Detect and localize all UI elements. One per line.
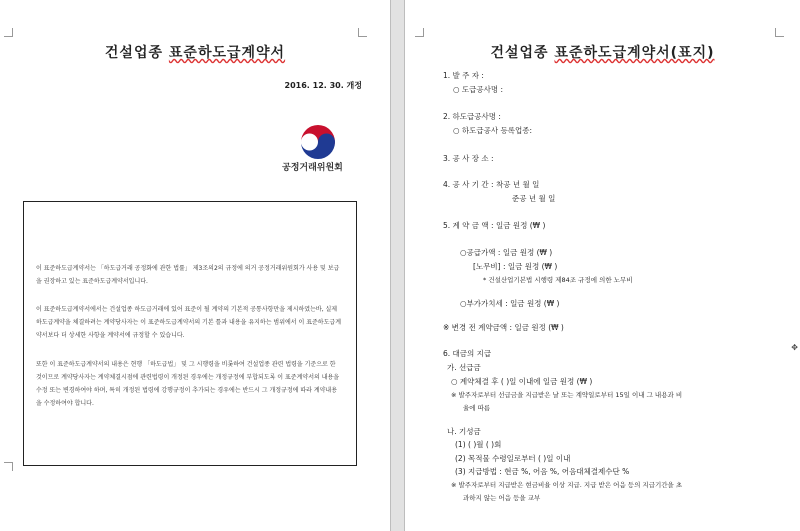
margin-corner-mark: [775, 28, 784, 37]
subsection-advance: 가. 선급금: [447, 363, 481, 372]
advance-note-cont: 율에 따름: [463, 404, 491, 412]
field-progress-deadline: (2) 목적물 수령일로부터 ( )일 이내: [455, 454, 571, 463]
field-previous-amount: ※ 변경 전 계약금액 : 일금 원정 (₩ ): [443, 323, 564, 332]
field-period-end: 준공 년 월 일: [512, 194, 556, 203]
margin-corner-mark: [415, 28, 424, 37]
margin-corner-mark: [358, 28, 367, 37]
ftc-logo-icon: [300, 124, 336, 160]
field-site: 3. 공 사 장 소 :: [443, 154, 494, 163]
field-labor-cost: [노무비] : 일금 원정 (₩ ): [473, 262, 558, 271]
field-contract-amount: 5. 계 약 금 액 : 일금 원정 (₩ ): [443, 221, 546, 230]
field-vat: ○부가가치세 : 일금 원정 (₩ ): [460, 299, 560, 308]
field-period-start: 4. 공 사 기 간 : 착공 년 월 일: [443, 180, 540, 189]
field-payment-method: (3) 지급방법 : 현금 %, 어음 %, 어음대체결제수단 %: [455, 467, 630, 476]
notice-paragraph: 이 표준하도급계약서는 「하도급거래 공정화에 관한 법률」 제3조의2의 규정에 의거 공정거래위원회가 사용 및 보급을 권장하고 있는 표준하도급계약서입니다.: [36, 265, 340, 285]
title-prefix: 건설업종: [490, 45, 555, 61]
cover-title: [405, 42, 800, 62]
field-supply-value: ○공급가액 : 일금 원정 (₩ ): [460, 248, 553, 257]
notice-paragraph: 또한 이 표준하도급계약서의 내용은 현행 「하도급법」 및 그 시행령을 비롯하여 건설업종 관련 법령을 기준으로 한 것이므로 계약당사자는 계약체결시점에 관련법령이 개정된 경우에는 개정규정에 부합되도록 이 표준계약서의 내용을 수정 또는 변경하여야 하며, 특히 개정된 법령에 강행규정이 추가되는 경우에는 반드시 그 개정규정에 따라 계약내용을 수정하여야 합니다.: [36, 361, 340, 407]
subsection-progress: 나. 기성금: [447, 427, 481, 436]
field-subcontract-name: 2. 하도급공사명 :: [443, 112, 501, 121]
title-main: 표준하도급계약서(표지): [554, 45, 715, 61]
margin-corner-mark: [4, 28, 13, 37]
field-progress-schedule: (1) ( )월 ( )회: [455, 440, 502, 449]
field-client: 1. 발 주 자 :: [443, 71, 484, 80]
right-page: [405, 0, 800, 531]
labor-cost-note: * 건설산업기본법 시행령 제84조 규정에 의한 노무비: [483, 276, 633, 284]
page-gutter: [390, 0, 405, 531]
field-prime-project: ○ 도급공사명 :: [453, 85, 504, 94]
document-title: [0, 42, 390, 62]
section-payment: 6. 대금의 지급: [443, 349, 492, 358]
field-advance-amount: ○ 계약체결 후 ( )일 이내에 일금 원정 (₩ ): [451, 377, 593, 386]
ftc-logo-text: 공정거래위원회: [282, 163, 343, 173]
notice-paragraph: 이 표준하도급계약서에서는 건설업종 하도급거래에 있어 표준이 될 계약의 기본적 공통사항만을 제시하였는바, 실제 하도급계약을 체결하려는 계약당사자는 이 표준하도급계약서의 기본 틀과 내용을 유지하는 범위에서 이 표준하도급계약서보다 더 상세한 사항을 계약서에 규정할 수 있습니다.: [36, 306, 341, 339]
revision-date: 2016. 12. 30. 개정: [284, 81, 362, 90]
notice-box: [23, 201, 357, 466]
resize-cursor-icon[interactable]: ✥: [791, 343, 798, 352]
progress-note-cont: 과하지 않는 어음 등을 교부: [463, 494, 541, 502]
advance-note: ※ 발주자로부터 선급금을 지급받은 날 또는 계약일로부터 15일 이내 그 내용과 비: [451, 391, 683, 399]
progress-note: ※ 발주자로부터 지급받은 현금비율 이상 지급. 지급 받은 어음 등의 지급기간을 초: [451, 481, 683, 489]
field-registered-type: ○ 하도급공사 등록업종:: [453, 126, 533, 135]
left-page: [0, 0, 390, 531]
margin-corner-mark: [4, 462, 13, 471]
title-prefix: 건설업종: [104, 45, 169, 61]
title-main: 표준하도급계약서: [168, 45, 286, 61]
